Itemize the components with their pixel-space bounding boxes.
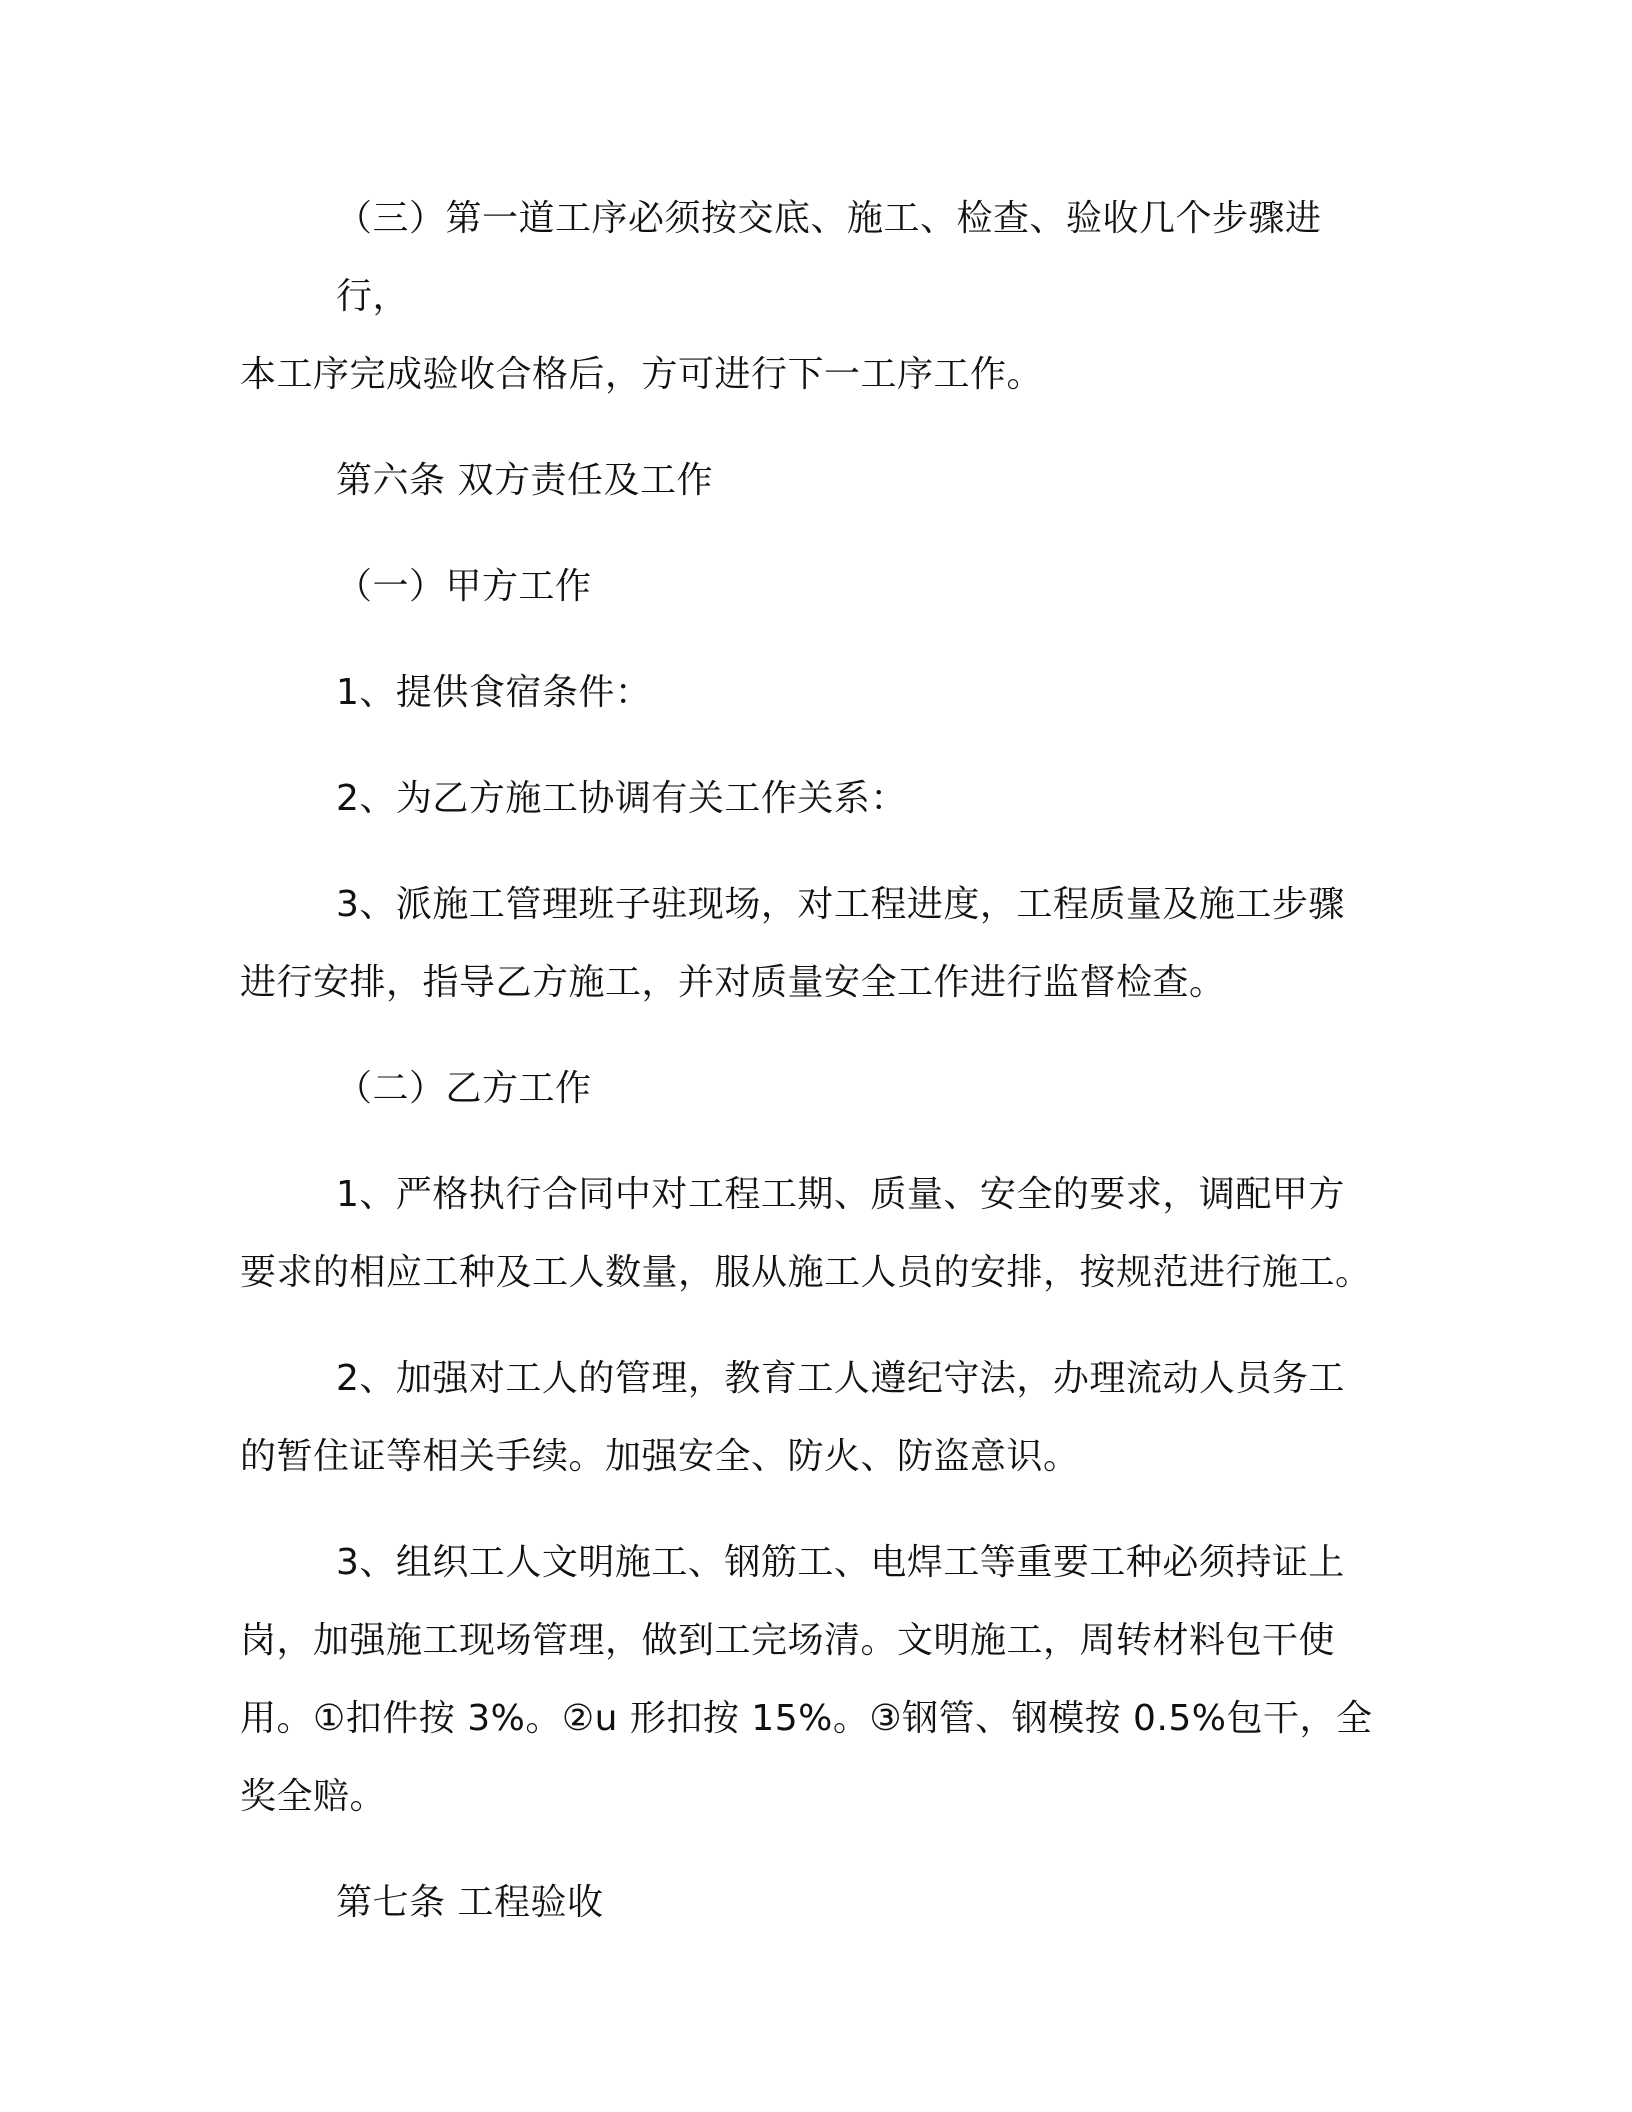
text-line: 1、提供食宿条件：: [336, 672, 652, 713]
text-line: 3、组织工人文明施工、钢筋工、电焊工等重要工种必须持证上: [336, 1542, 1345, 1583]
text-line: （三）第一道工序必须按交底、施工、检查、验收几个步骤进行，: [336, 198, 1322, 317]
article-7-heading: [240, 1864, 1388, 1942]
paragraph-process-step-3: [240, 180, 1388, 414]
document-page: [240, 180, 1388, 1970]
text-line: 3、派施工管理班子驻现场，对工程进度，工程质量及施工步骤: [336, 884, 1345, 925]
party-b-item-2: [240, 1340, 1388, 1496]
party-b-heading: [240, 1050, 1388, 1128]
text-line: 的暂住证等相关手续。加强安全、防火、防盗意识。: [240, 1436, 1080, 1477]
party-a-item-1: [240, 654, 1388, 732]
text-line: （一）甲方工作: [336, 566, 592, 607]
text-line: 第七条 工程验收: [336, 1882, 604, 1923]
party-b-item-3: [240, 1524, 1388, 1836]
text-line: 进行安排，指导乙方施工，并对质量安全工作进行监督检查。: [240, 962, 1226, 1003]
text-line: 2、加强对工人的管理，教育工人遵纪守法，办理流动人员务工: [336, 1358, 1345, 1399]
text-line: 1、严格执行合同中对工程工期、质量、安全的要求，调配甲方: [336, 1174, 1345, 1215]
text-line: 岗，加强施工现场管理，做到工完场清。文明施工，周转材料包干使: [240, 1620, 1336, 1661]
text-line: 本工序完成验收合格后，方可进行下一工序工作。: [240, 354, 1044, 395]
text-line: 奖全赔。: [240, 1776, 387, 1817]
text-line: 第六条 双方责任及工作: [336, 460, 713, 501]
article-6-heading: [240, 442, 1388, 520]
party-b-item-1: [240, 1156, 1388, 1312]
party-a-item-2: [240, 760, 1388, 838]
text-line: （二）乙方工作: [336, 1068, 592, 1109]
text-line: 用。①扣件按 3%。②u 形扣按 15%。③钢管、钢模按 0.5%包干，全: [240, 1698, 1373, 1739]
text-line: 要求的相应工种及工人数量，服从施工人员的安排，按规范进行施工。: [240, 1252, 1372, 1293]
party-a-item-3: [240, 866, 1388, 1022]
text-line: 2、为乙方施工协调有关工作关系：: [336, 778, 907, 819]
party-a-heading: [240, 548, 1388, 626]
